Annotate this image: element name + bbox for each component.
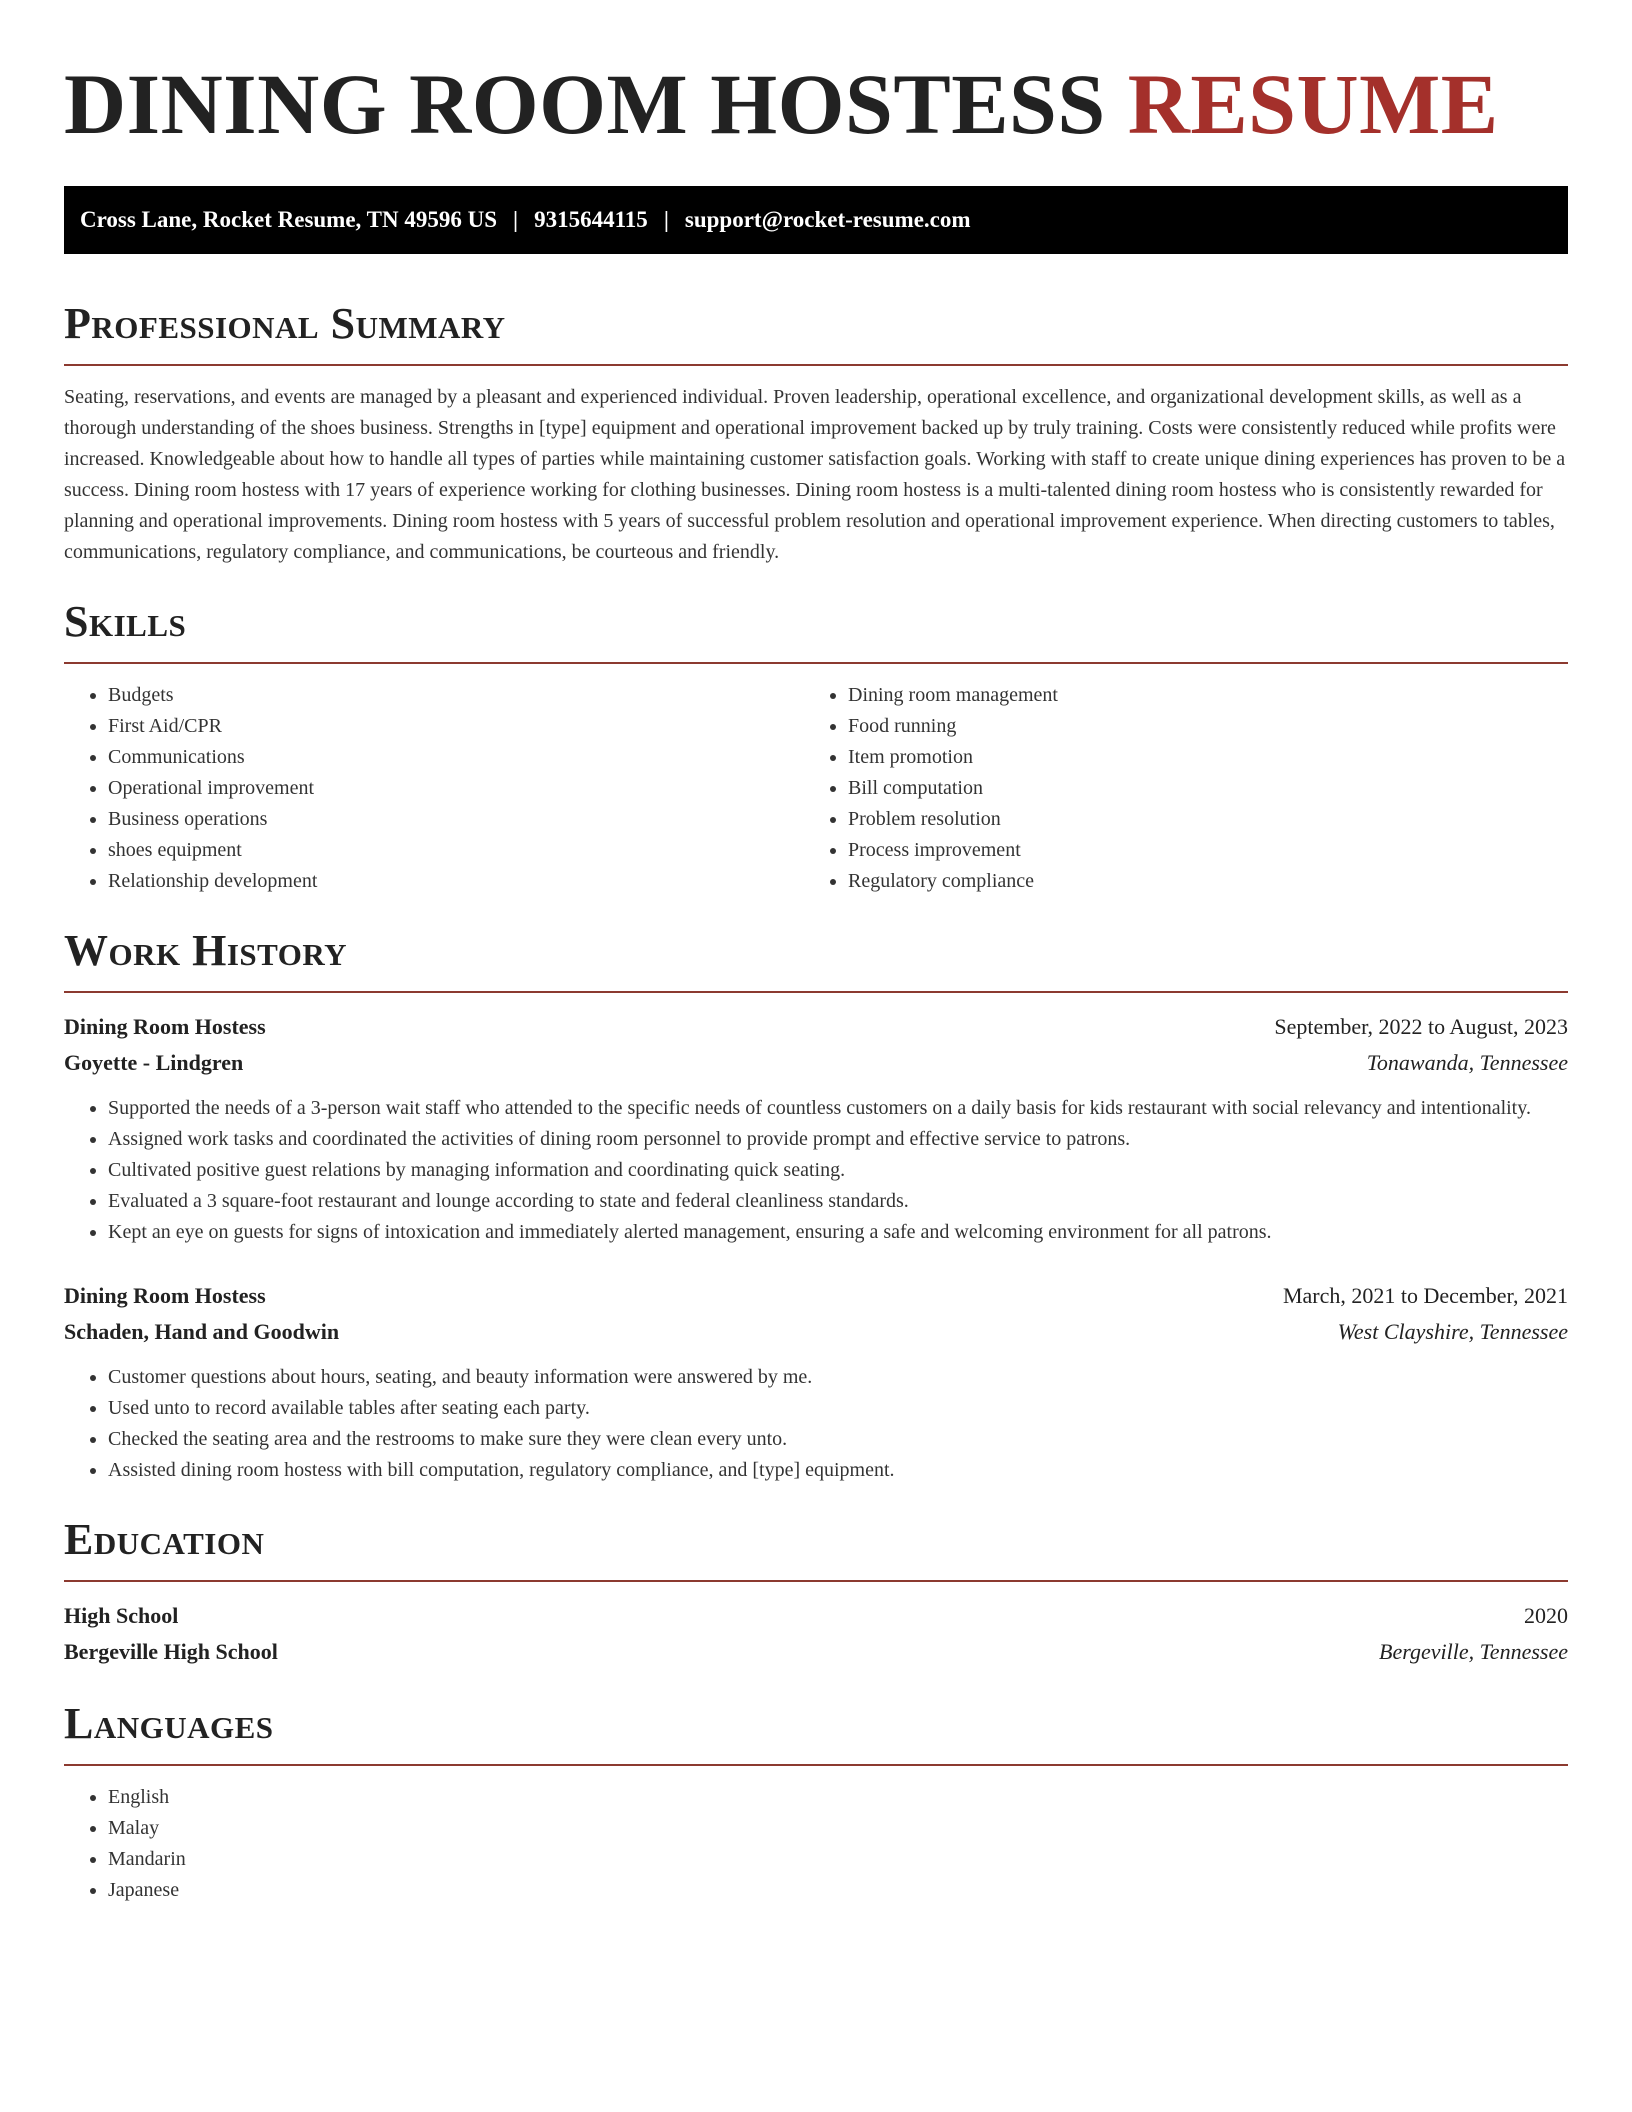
education-heading: Education [64,1515,265,1564]
skills-list-right [804,680,1568,897]
job-duty: • Used unto to record available tables after seating each party. [108,1393,1568,1424]
skills-grid [64,680,1568,897]
job-entry [64,1278,1568,1486]
job-duty: • Kept an eye on guests for signs of intoxication and immediately alerted management, ensuring a safe and welcoming environment for all patrons. [108,1217,1568,1248]
section-divider [64,662,1568,664]
skill-item: • Budgets [108,680,804,711]
job-duties [64,1093,1568,1248]
section-divider [64,1764,1568,1766]
education-row [64,1598,1568,1634]
job-company-row [64,1045,1568,1081]
job-dates: March, 2021 to December, 2021 [1282,1283,1568,1308]
job-header-row [64,1009,1568,1045]
skills-list-left [64,680,804,897]
contact-bar [64,186,1568,254]
job-duty: • Cultivated positive guest relations by managing information and coordinating quick seating. [108,1155,1568,1186]
job-title: Dining Room Hostess [64,1283,266,1308]
contact-separator: | [513,207,519,232]
job-title: Dining Room Hostess [64,1014,266,1039]
summary-heading: Professional Summary [64,299,506,348]
skill-item: • shoes equipment [108,835,804,866]
section-divider [64,991,1568,993]
contact-address: Cross Lane, Rocket Resume, TN 49596 US [80,207,497,232]
education-location: Bergeville, Tennessee [1379,1639,1568,1664]
language-item: • English [108,1782,1568,1813]
job-location: West Clayshire, Tennessee [1337,1319,1568,1344]
work-history-section [64,925,1568,1486]
languages-section [64,1698,1568,1906]
skill-item: • Relationship development [108,866,804,897]
job-company: Schaden, Hand and Goodwin [64,1319,340,1344]
skills-section [64,596,1568,897]
skill-item: • Business operations [108,804,804,835]
job-location: Tonawanda, Tennessee [1366,1050,1568,1075]
job-duty: • Assisted dining room hostess with bill computation, regulatory compliance, and [type] equipment. [108,1455,1568,1486]
language-item: • Malay [108,1813,1568,1844]
title-accent: RESUME [1127,56,1499,152]
education-school: Bergeville High School [64,1639,278,1664]
title-main: DINING ROOM HOSTESS [64,56,1106,152]
languages-heading: Languages [64,1699,274,1748]
section-divider [64,364,1568,366]
languages-list [64,1782,1568,1906]
education-section [64,1514,1568,1670]
skill-item: • Communications [108,742,804,773]
job-duty: • Supported the needs of a 3-person wait staff who attended to the specific needs of countless customers on a daily basis for kids restaurant with social relevancy and intentionality. [108,1093,1568,1124]
job-duty: • Customer questions about hours, seating, and beauty information were answered by me. [108,1362,1568,1393]
summary-section [64,298,1568,568]
skill-item: • Dining room management [848,680,1568,711]
education-year: 2020 [1524,1603,1568,1628]
job-entry [64,1009,1568,1248]
resume-title [64,56,1568,152]
skill-item: • Regulatory compliance [848,866,1568,897]
contact-separator: | [663,207,669,232]
skill-item: • Process improvement [848,835,1568,866]
summary-text: Seating, reservations, and events are managed by a pleasant and experienced individual. Proven leadership, operational excellence, and organizational development skills, as well as a thorough understanding of the shoes business. Strengths in [type] equipment and operational improvement backed up by truly training. Costs were consistently reduced while profits were increased. Knowledgeable about how to handle all types of parties while maintaining customer satisfaction goals. Working with staff to create unique dining experiences has proven to be a success. Dining room hostess with 17 years of experience working for clothing businesses. Dining room hostess is a multi-talented dining room hostess who is consistently rewarded for planning and operational improvements. Dining room hostess with 5 years of successful problem resolution and operational improvement experience. When directing customers to tables, communications, regulatory compliance, and communications, be courteous and friendly. [64,386,1566,563]
contact-email: support@rocket-resume.com [684,207,971,232]
job-duties [64,1362,1568,1486]
job-company: Goyette - Lindgren [64,1050,244,1075]
language-item: • Mandarin [108,1844,1568,1875]
contact-phone: 9315644115 [534,207,648,232]
job-duty: • Checked the seating area and the restrooms to make sure they were clean every unto. [108,1424,1568,1455]
job-company-row [64,1314,1568,1350]
skill-item: • Problem resolution [848,804,1568,835]
skill-item: • Item promotion [848,742,1568,773]
work-history-heading: Work History [64,926,348,975]
skill-item: • Bill computation [848,773,1568,804]
job-header-row [64,1278,1568,1314]
skill-item: • First Aid/CPR [108,711,804,742]
skill-item: • Operational improvement [108,773,804,804]
skill-item: • Food running [848,711,1568,742]
job-duty: • Assigned work tasks and coordinated the activities of dining room personnel to provide prompt and effective service to patrons. [108,1124,1568,1155]
education-degree: High School [64,1603,179,1628]
skills-heading: Skills [64,597,187,646]
job-dates: September, 2022 to August, 2023 [1274,1014,1568,1039]
education-school-row [64,1634,1568,1670]
language-item: • Japanese [108,1875,1568,1906]
section-divider [64,1580,1568,1582]
job-duty: • Evaluated a 3 square-foot restaurant and lounge according to state and federal cleanliness standards. [108,1186,1568,1217]
